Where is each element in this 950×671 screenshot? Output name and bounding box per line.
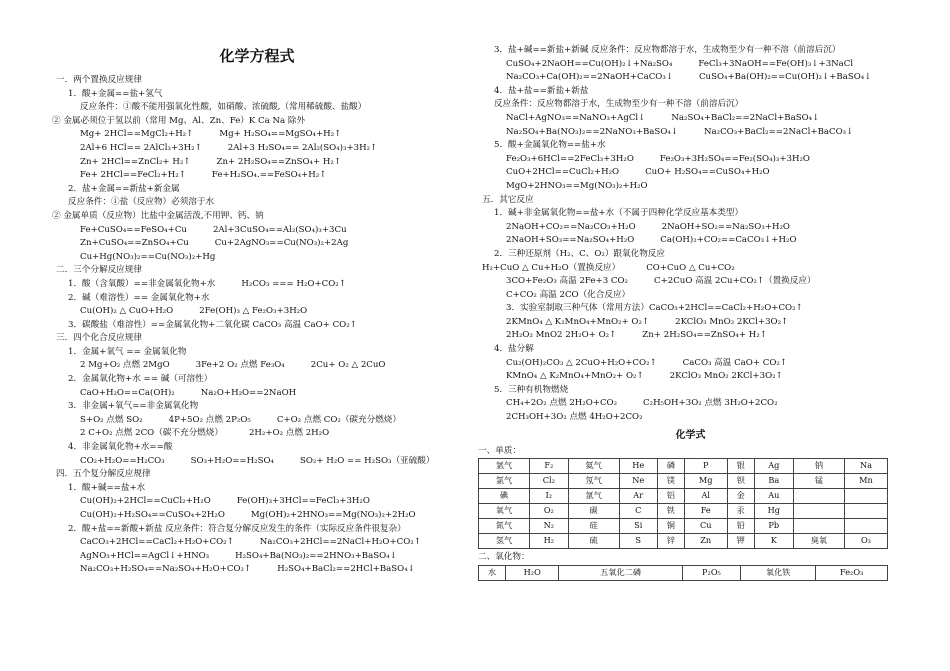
equation-line [478, 275, 903, 289]
equation-text: Cu(OH)₂ △ CuO+H₂O [80, 306, 174, 317]
equation-text: KMnO₄ △ K₂MnO₄+MnO₂+ O₂↑ [506, 371, 644, 382]
equation-text: Mg+ H₂SO₄==MgSO₄+H₂↑ [219, 129, 342, 140]
equation-text: ② 金属必须位于氢以前（常用 Mg、Al、Zn、Fe）K Ca Na 除外 [52, 115, 306, 126]
element-name-cell: 氮气 [479, 519, 530, 534]
section-elements-heading: 一、单质： [478, 445, 521, 456]
equation-text: Fe₂O₃+6HCl==2FeCl₃+3H₂O [506, 153, 634, 164]
equation-text: 三．四个化合反应规律 [56, 333, 142, 344]
page-title: 化学方程式 [219, 49, 295, 65]
equation-text: Zn+ 2H₂SO₄==ZnSO₄+ H₂↑ [642, 330, 767, 341]
element-name-cell: 银 [727, 459, 754, 474]
equation-text: 3Fe+2 O₂ 点燃 Fe₃O₄ [195, 360, 285, 371]
table-row [479, 534, 888, 549]
equation-text: Na₂CO₃+H₂SO₄==Na₂SO₄+H₂O+CO₂↑ [80, 564, 252, 575]
equation-line [478, 44, 903, 58]
element-name-cell: 氩气 [479, 459, 530, 474]
equation-text: 2．三种还原剂（H₂、C、O₂）跟氧化物反应 [494, 248, 665, 259]
equation-text: 1．酸+碱==盐+水 [68, 482, 146, 493]
right-column [478, 0, 903, 581]
equation-line [52, 128, 462, 142]
equation-text: 2 C+O₂ 点燃 2CO（碳不充分燃烧） [80, 428, 223, 439]
equation-text: 2 Mg+O₂ 点燃 2MgO [80, 360, 170, 371]
equation-text: Ca(OH)₂+CO₂==CaCO₃↓+H₂O [660, 235, 797, 246]
equation-text: NaCl+AgNO₃==NaNO₃+AgCl↓ [506, 112, 646, 123]
element-name-cell: 氯气 [479, 474, 530, 489]
equation-text: 2Cu+ O₂ △ 2CuO [310, 360, 386, 371]
equation-text: 2CH₃OH+3O₂ 点燃 4H₂O+2CO₂ [506, 412, 643, 423]
equation-line [478, 262, 903, 276]
equation-text: 2．盐+金属==新盐+新金属 [68, 183, 180, 194]
equation-line [478, 302, 903, 316]
table-row [479, 504, 888, 519]
elements-table [478, 458, 888, 549]
element-symbol-cell: K [754, 534, 793, 549]
equation-line [478, 139, 903, 153]
equation-text: C+O₂ 点燃 CO₂（碳充分燃烧） [276, 414, 401, 425]
element-symbol-cell: Cl₂ [530, 474, 569, 489]
equation-text: 4．盐分解 [494, 344, 534, 355]
equation-text: AgNO₃+HCl==AgCl↓+HNO₃ [80, 550, 210, 561]
equation-text: 2．酸+盐==新酸+新盐 反应条件：符合复分解反应发生的条件（实际反应条件很复杂） [68, 523, 406, 534]
equation-text: 1．金属+氧气 == 金属氧化物 [68, 346, 187, 357]
oxide-name-cell: 氧化铁 [741, 565, 816, 580]
right-equation-list [478, 44, 903, 425]
equation-line [52, 373, 462, 387]
equation-text: 四．五个复分解反应规律 [56, 469, 151, 480]
equation-text: Mg(OH)₂+2HNO₃==Mg(NO₃)₂+2H₂O [250, 510, 416, 520]
equation-text: 1．酸+金属==盐+氢气 [68, 88, 163, 99]
oxide-formula-cell: P₂O₅ [682, 565, 740, 580]
equation-text: C₂H₅OH+3O₂ 点燃 3H₂O+2CO₂ [643, 398, 778, 409]
equation-text: Cu(OH)₂+2HCl==CuCl₂+H₂O [80, 496, 211, 507]
element-name-cell: 金 [727, 489, 754, 504]
equation-line [52, 359, 462, 373]
equation-text: CuSO₄+Ba(OH)₂==Cu(OH)₂↓+BaSO₄↓ [698, 72, 872, 83]
element-name-cell: 锰 [793, 474, 844, 489]
equation-text: Cu+Hg(NO₃)₂==Cu(NO₃)₂+Hg [80, 251, 216, 262]
element-name-cell: 氦气 [568, 459, 619, 474]
equation-text: CH₄+2O₂ 点燃 2H₂O+CO₂ [506, 398, 618, 409]
equation-text: Na₂O+H₂O==2NaOH [200, 387, 297, 398]
equation-line [52, 224, 462, 238]
equation-line [52, 427, 462, 441]
equation-text: H₂SO₄+BaCl₂==2HCl+BaSO₄↓ [277, 564, 415, 575]
equation-text: CaO+H₂O==Ca(OH)₂ [80, 387, 175, 398]
equation-text: 1．酸（含氧酸）==非金属氧化物+水 [68, 278, 216, 289]
equation-text: FeCl₃+3NaOH==Fe(OH)₃↓+3NaCl [698, 58, 854, 69]
equation-line [478, 58, 903, 72]
equation-line [52, 319, 462, 333]
equation-text: C+2CuO 高温 2Cu+CO₂↑（置换反应） [653, 276, 816, 287]
equation-text: ② 金属单质（反应物）比盐中金属活泼,不用钾、钙、钠 [52, 210, 264, 221]
equation-text: 2H₂+O₂ 点燃 2H₂O [248, 428, 330, 439]
equation-line [478, 98, 903, 112]
equation-line [478, 357, 903, 371]
equation-text: Cu(OH)₂+H₂SO₄==CuSO₄+2H₂O [80, 510, 225, 520]
equation-text: 2NaOH+CO₂==Na₂CO₃+H₂O [506, 221, 636, 232]
equation-text: 2Fe(OH)₃ △ Fe₂O₃+3H₂O [199, 306, 308, 317]
table-row [479, 519, 888, 534]
equation-text: 反应条件：反应物都溶于水，生成物至少有一种不溶（前溶后沉） [494, 99, 744, 110]
element-name-cell: 硫 [568, 534, 619, 549]
equation-line [52, 441, 462, 455]
equation-text: 4．盐+盐==新盐+新盐 [494, 85, 589, 96]
equation-text: SO₃+H₂O==H₂SO₄ [190, 455, 274, 466]
element-name-cell: 氩气 [568, 489, 619, 504]
element-symbol-cell [844, 504, 887, 519]
element-symbol-cell: Ba [754, 474, 793, 489]
equation-text: 2．金属氧化物+水 == 碱（可溶性） [68, 374, 213, 385]
element-name-cell: 汞 [727, 504, 754, 519]
table-row [479, 459, 888, 474]
equation-text: 3．盐+碱==新盐+新碱 反应条件：反应物都溶于水，生成物至少有一种不溶（前溶后沉） [494, 45, 841, 55]
element-symbol-cell: Cu [684, 519, 727, 534]
equation-line [478, 207, 903, 221]
equation-text: CO₂+H₂O==H₂CO₃ [80, 455, 165, 466]
table-row [479, 565, 888, 580]
element-symbol-cell: Ag [754, 459, 793, 474]
equation-line [478, 384, 903, 398]
element-symbol-cell: Fe [684, 504, 727, 519]
equation-text: CaCO₃ 高温 CaO+ CO₂↑ [682, 357, 788, 368]
equation-text: Fe+ 2HCl==FeCl₂+H₂↑ [80, 170, 186, 181]
equation-text: 2Al+3CuSO₄==Al₂(SO₄)₃+3Cu [212, 224, 347, 235]
equation-line [52, 482, 462, 496]
equation-line [52, 196, 462, 210]
equation-line [478, 343, 903, 357]
equation-text: 2KClO₃ MnO₂ 2KCl+3O₂↑ [669, 371, 783, 382]
equation-line [478, 180, 903, 194]
equation-text: 二．三个分解反应规律 [56, 265, 142, 276]
equation-text: 3．实验室制取三种气体（常用方法）CaCO₃+2HCl==CaCl₂+H₂O+CO₂↑ [506, 303, 803, 314]
equation-line [478, 166, 903, 180]
equation-line [52, 264, 462, 278]
equation-line [52, 455, 462, 469]
equation-line [52, 563, 462, 577]
equation-text: 五．其它反应 [482, 194, 534, 205]
element-name-cell: 镁 [657, 474, 684, 489]
element-name-cell: 钡 [727, 474, 754, 489]
equation-text: 2．碱（难溶性）== 金属氧化物+水 [68, 292, 210, 303]
equation-text: CaCO₃+2HCl==CaCl₂+H₂O+CO₂↑ [80, 537, 234, 548]
oxides-table [478, 565, 888, 581]
left-column [52, 0, 462, 577]
equation-text: 2Al+6 HCl== 2AlCl₃+3H₂↑ [80, 142, 202, 153]
element-symbol-cell: P [684, 459, 727, 474]
equation-text: H₂+CuO △ Cu+H₂O（置换反应） [482, 262, 621, 273]
equation-line [478, 71, 903, 85]
element-symbol-cell: I₂ [530, 489, 569, 504]
equation-text: MgO+2HNO₃==Mg(NO₃)₂+H₂O [506, 180, 648, 191]
equation-text: Fe(OH)₃+3HCl==FeCl₃+3H₂O [236, 496, 370, 507]
equation-line [52, 536, 462, 550]
equation-text: 2KMnO₄ △ K₂MnO₄+MnO₂+ O₂↑ [506, 316, 650, 327]
element-symbol-cell: H₂ [530, 534, 569, 549]
element-symbol-cell: Au [754, 489, 793, 504]
equation-text: CO+CuO △ Cu+CO₂ [646, 262, 735, 273]
equation-line [52, 387, 462, 401]
equation-line [478, 329, 903, 343]
equation-text: Cu₂(OH)₂CO₃ △ 2CuO+H₂O+CO₂↑ [506, 357, 657, 368]
equation-line [52, 88, 462, 102]
equation-text: 5．三种有机物燃烧 [494, 384, 569, 395]
equation-line [478, 316, 903, 330]
element-symbol-cell: Pb [754, 519, 793, 534]
element-symbol-cell [844, 489, 887, 504]
equation-text: 1．碱+非金属氧化物==盐+水（不属于四种化学反应基本类型） [494, 208, 744, 219]
equation-text: 4P+5O₂ 点燃 2P₂O₅ [168, 414, 251, 425]
equation-line [52, 156, 462, 170]
equation-line [478, 194, 903, 208]
equation-text: H₂CO₃ === H₂O+CO₂↑ [241, 278, 346, 289]
equation-line [52, 74, 462, 88]
equation-line [52, 305, 462, 319]
equation-line [52, 523, 462, 537]
element-name-cell: 钠 [793, 459, 844, 474]
element-symbol-cell: Mg [684, 474, 727, 489]
equation-line [52, 251, 462, 265]
equation-line [478, 153, 903, 167]
section-oxides-heading: 二、氧化物： [478, 552, 530, 563]
equation-line [52, 400, 462, 414]
equation-line [52, 210, 462, 224]
equation-text: 2NaOH+SO₃==Na₂SO₄+H₂O [506, 235, 635, 246]
equation-text: Na₂CO₃+2HCl==2NaCl+H₂O+CO₂↑ [259, 537, 421, 548]
equation-text: 2KClO₃ MnO₂ 2KCl+3O₂↑ [675, 316, 789, 327]
equation-line [478, 289, 903, 303]
equation-line [52, 237, 462, 251]
equation-line [52, 169, 462, 183]
equation-text: CuO+2HCl==CuCl₂+H₂O [506, 167, 620, 178]
element-name-cell: 碳 [568, 504, 619, 519]
oxide-formula-cell: H₂O [506, 565, 559, 580]
element-name-cell: 铅 [727, 519, 754, 534]
equation-line [52, 414, 462, 428]
element-name-cell: 锌 [657, 534, 684, 549]
equation-line [478, 397, 903, 411]
equation-line [52, 346, 462, 360]
equation-text: 5．酸+金属氧化物==盐+水 [494, 140, 606, 151]
equation-text: S+O₂ 点燃 SO₂ [80, 414, 143, 425]
equation-line [52, 142, 462, 156]
equation-text: 4．非金属氧化物+水==酸 [68, 442, 173, 453]
oxide-formula-cell: Fe₂O₃ [816, 565, 888, 580]
equation-line [52, 495, 462, 509]
equation-line [478, 85, 903, 99]
equation-line [478, 248, 903, 262]
oxide-name-cell: 水 [479, 565, 506, 580]
equation-text: Na₂CO₃+Ca(OH)₂==2NaOH+CaCO₃↓ [506, 72, 673, 83]
equation-text: Mg+ 2HCl==MgCl₂+H₂↑ [80, 129, 194, 140]
element-name-cell [793, 489, 844, 504]
formula-title: 化学式 [675, 429, 706, 441]
equation-text: Fe₂O₃+3H₂SO₄==Fe₂(SO₄)₃+3H₂O [659, 153, 810, 164]
equation-text: 2H₂O₂ MnO2 2H₂O+ O₂↑ [506, 330, 617, 341]
element-symbol-cell: He [619, 459, 657, 474]
equation-line [478, 221, 903, 235]
element-name-cell: 臭氧 [793, 534, 844, 549]
equation-text: C+CO₂ 高温 2CO（化合反应） [506, 289, 631, 300]
element-name-cell: 碘 [479, 489, 530, 504]
equation-text: SO₂+ H₂O == H₂SO₃（亚硫酸） [299, 455, 435, 466]
equation-text: 反应条件：①盐（反应物）必须溶于水 [68, 197, 215, 208]
equation-text: Fe+CuSO₄==FeSO₄+Cu [80, 224, 187, 235]
equation-text: 反应条件：①酸不能用强氧化性酸，如硝酸、浓硫酸,（常用稀硫酸、盐酸） [80, 102, 367, 113]
equation-text: CuSO₄+2NaOH==Cu(OH)₂↓+Na₂SO₄ [506, 58, 673, 69]
equation-text: 一．两个置换反应规律 [56, 75, 142, 85]
equation-text: 2NaOH+SO₂==Na₂SO₃+H₂O [661, 221, 790, 232]
element-symbol-cell: Ne [619, 474, 657, 489]
equation-text: 2Al+3 H₂SO₄== 2Al₂(SO₄)₃+3H₂↑ [227, 142, 378, 153]
element-symbol-cell: Zn [684, 534, 727, 549]
equation-line [52, 183, 462, 197]
element-symbol-cell: O₂ [530, 504, 569, 519]
equation-line [478, 112, 903, 126]
element-name-cell: 铜 [657, 519, 684, 534]
element-name-cell: 硅 [568, 519, 619, 534]
equation-text: Fe+H₂SO₄.==FeSO₄+H₂↑ [211, 170, 327, 181]
left-equation-list [52, 74, 462, 577]
equation-text: Zn+ 2HCl==ZnCl₂+ H₂↑ [80, 156, 191, 167]
table-row [479, 474, 888, 489]
element-symbol-cell: Ar [619, 489, 657, 504]
element-name-cell [793, 504, 844, 519]
element-symbol-cell: Si [619, 519, 657, 534]
equation-text: Cu+2AgNO₃==Cu(NO₃)₂+2Ag [214, 238, 349, 249]
equation-text: Na₂SO₄+Ba(NO₃)₂==2NaNO₃+BaSO₄↓ [506, 126, 679, 137]
equation-line [52, 509, 462, 523]
element-name-cell: 磷 [657, 459, 684, 474]
equation-line [478, 234, 903, 248]
equation-line [52, 550, 462, 564]
element-symbol-cell: N₂ [530, 519, 569, 534]
element-symbol-cell: S [619, 534, 657, 549]
equation-line [52, 292, 462, 306]
element-name-cell [793, 519, 844, 534]
equation-line [478, 126, 903, 140]
element-name-cell: 铝 [657, 489, 684, 504]
element-symbol-cell: C [619, 504, 657, 519]
equation-text: Na₂SO₄+BaCl₂==2NaCl+BaSO₄↓ [671, 112, 820, 123]
equation-line [52, 332, 462, 346]
element-name-cell: 氧气 [479, 504, 530, 519]
equation-line [52, 468, 462, 482]
element-symbol-cell: Hg [754, 504, 793, 519]
element-name-cell: 钾 [727, 534, 754, 549]
equation-line [478, 411, 903, 425]
element-symbol-cell: F₂ [530, 459, 569, 474]
equation-text: Na₂CO₃+BaCl₂==2NaCl+BaCO₃↓ [704, 126, 854, 137]
equation-text: 3CO+Fe₂O₃ 高温 2Fe+3 CO₂ [506, 276, 628, 287]
element-symbol-cell: Mn [844, 474, 887, 489]
element-name-cell: 氖气 [568, 474, 619, 489]
element-name-cell: 氢气 [479, 534, 530, 549]
equation-line [478, 370, 903, 384]
element-name-cell: 铁 [657, 504, 684, 519]
equation-text: H₂SO₄+Ba(NO₃)₂==2HNO₃+BaSO₄↓ [235, 550, 397, 561]
element-symbol-cell: Na [844, 459, 887, 474]
element-symbol-cell: O₃ [844, 534, 887, 549]
oxide-name-cell: 五氧化二磷 [559, 565, 682, 580]
equation-text: CuO+ H₂SO₄==CuSO₄+H₂O [645, 167, 770, 178]
element-symbol-cell [844, 519, 887, 534]
equation-text: Zn+CuSO₄==ZnSO₄+Cu [80, 238, 189, 249]
equation-text: 3．非金属+氧气==非金属氧化物 [68, 401, 199, 412]
equation-line [52, 278, 462, 292]
element-symbol-cell: Al [684, 489, 727, 504]
equation-line [52, 101, 462, 115]
equation-line [52, 115, 462, 129]
table-row [479, 489, 888, 504]
equation-text: 3．碳酸盐（难溶性）==金属氧化物+二氧化碳 CaCO₃ 高温 CaO+ CO₂↑ [68, 319, 357, 330]
equation-text: Zn+ 2H₂SO₄==ZnSO₄+ H₂↑ [216, 156, 342, 167]
